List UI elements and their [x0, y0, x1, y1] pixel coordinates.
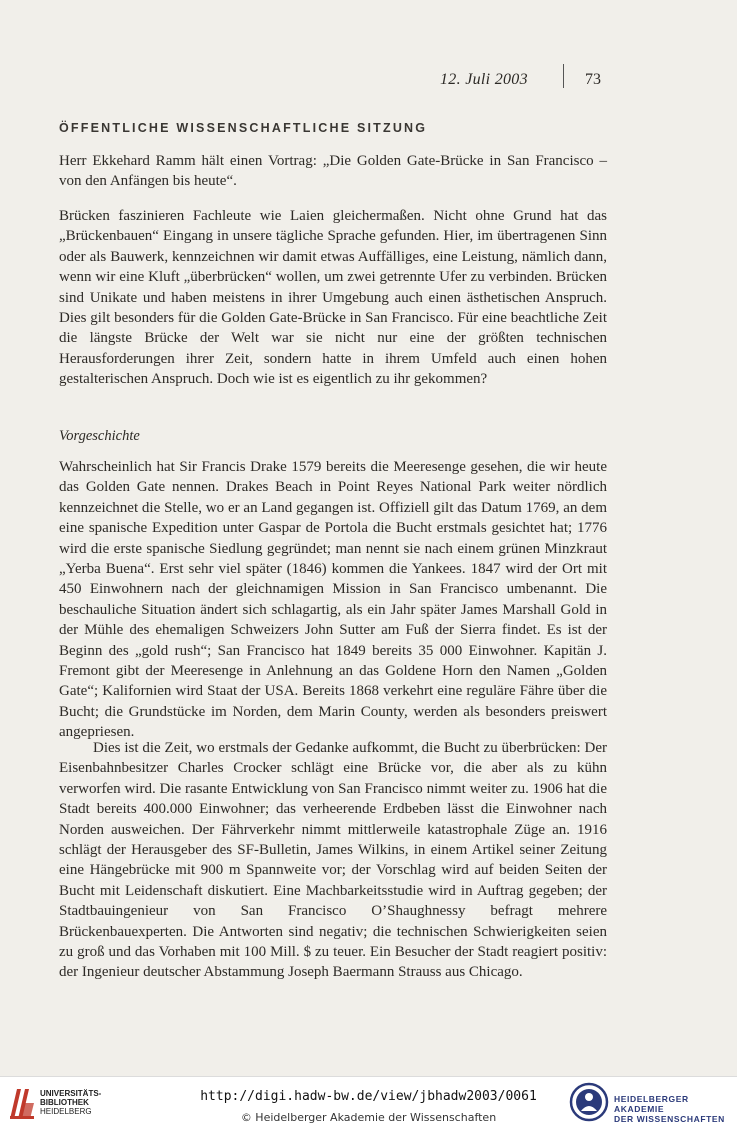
library-line-3: HEIDELBERG — [40, 1107, 92, 1116]
section-heading: ÖFFENTLICHE WISSENSCHAFTLICHE SITZUNG — [59, 121, 428, 135]
header-date: 12. Juli 2003 — [440, 71, 528, 88]
footer-bar — [0, 1076, 737, 1130]
paragraph-1: Brücken faszinieren Fachleute wie Laien gleichermaßen. Nicht ohne Grund hat das „Brückenbauen“ Eingang in unsere tägliche Sprache gefunden. Hier, im übertragenen Sinn oder als Bauwerk, kennzeichnen wir damit etwas Auffälliges, eine Leistung, nämlich dann, wenn wir eine Kluft „überbrücken“ wollen, um zwei getrennte Ufer zu verbinden. Brücken sind Unikate und haben meistens in ihrer Umgebung auch einen ästhetischen Anspruch. Dies gilt besonders für die Golden Gate-Brücke in San Francisco. Für eine beachtliche Zeit die längste Brücke der Welt war sie nicht nur eine der größten technischen Herausforderungen ihrer Zeit, sondern hatte in ihrem Umfeld auch einen hohen gestalterischen Anspruch. Doch wie ist es eigentlich zu ihr gekommen? — [59, 208, 607, 388]
academy-name — [614, 1094, 737, 1124]
header-divider — [563, 64, 564, 88]
body-block-1 — [59, 206, 607, 390]
intro-block — [59, 151, 607, 192]
academy-line-2: DER WISSENSCHAFTEN — [614, 1114, 725, 1124]
copyright-notice: © Heidelberger Akademie der Wissenschaften — [240, 1111, 497, 1124]
paragraph-3: Dies ist die Zeit, wo erstmals der Gedanke aufkommt, die Bucht zu überbrücken: Der Eisenbahnbesitzer Charles Crocker schlägt eine Brücke vor, die aber als zu kühn verworfen wird. Die rasante Entwicklung von San Francisco nimmt weiter zu. 1906 hat die Stadt bereits 400.000 Einwohner; das verheerende Erdbeben lässt die Einwohner nach Norden ausweichen. Der Fährverkehr nimmt mittlerweile katastrophale Züge an. 1916 schlägt der Herausgeber des SF-Bulletin, James Wilkins, in einem Artikel seiner Zeitung eine Hängebrücke mit 900 m Spannweite vor; der Vorschlag wird auf beiden Seiten der Bucht mit Leidenschaft diskutiert. Eine Machbarkeitsstudie wird in Auftrag gegeben; der Stadtbauingenieur von San Francisco O’Shaughnessy befragt mehrere Brückenbauexperten. Die Antworten sind negativ; die technischen Schwierigkeiten seien zu groß und das Vorhaben mit 100 Mill. $ zu teuer. Ein Besucher der Stadt reagiert positiv: der Ingenieur deutscher Abstammung Joseph Baermann Strauss aus Chicago. — [59, 740, 607, 981]
hadw-seal-icon[interactable] — [569, 1082, 609, 1127]
library-line-1: UNIVERSITÄTS- — [40, 1089, 102, 1098]
page-number: 73 — [585, 71, 601, 88]
academy-line-1: HEIDELBERGER AKADEMIE — [614, 1094, 689, 1114]
document-url-link[interactable]: http://digi.hadw-bw.de/view/jbhadw2003/0061 — [200, 1089, 537, 1104]
body-block-2 — [59, 457, 607, 743]
paragraph-2: Wahrscheinlich hat Sir Francis Drake 1579 bereits die Meeresenge gesehen, die wir heute das Golden Gate nennen. Drakes Beach in Point Reyes National Park weiter nördlich kennzeichnet die Stelle, wo er an Land gegangen ist. Offiziell gilt das Datum 1769, an dem eine spanische Expedition unter Gaspar de Portola die Bucht erstmals gesichtet hat; 1776 wird die erste spanische Siedlung gegründet; man nennt sie nach einem grünen Minzkraut „Yerba Buena“. Erst sehr viel später (1846) kommen die Yankees. 1847 wird der Ort mit 450 Einwohnern nach der gleichnamigen Mission in San Francisco umbenannt. Die beschauliche Situation ändert sich schlagartig, als ein Jahr später James Marshall Gold in der Mühle des ehemaligen Schweizers John Sutter am Fuß der Sierra findet. Es ist der Beginn des „gold rush“; San Francisco hat 1849 bereits 35 000 Einwohner. Kapitän J. Fremont gibt der Meeresenge in Anlehnung an das Goldene Horn den Namen „Golden Gate“; Kalifornien wird Staat der USA. Bereits 1868 verkehrt eine reguläre Fähre über die Bucht; die Grundstücke im Norden, dem Marin County, werden als besonders preiswert angepriesen. — [59, 459, 607, 741]
intro-paragraph: Herr Ekkehard Ramm hält einen Vortrag: „Die Golden Gate-Brücke in San Francisco – von den Anfängen bis heute“. — [59, 153, 607, 190]
subheading-vorgeschichte: Vorgeschichte — [59, 428, 140, 444]
library-line-2: BIBLIOTHEK — [40, 1098, 89, 1107]
body-block-3 — [59, 738, 607, 983]
